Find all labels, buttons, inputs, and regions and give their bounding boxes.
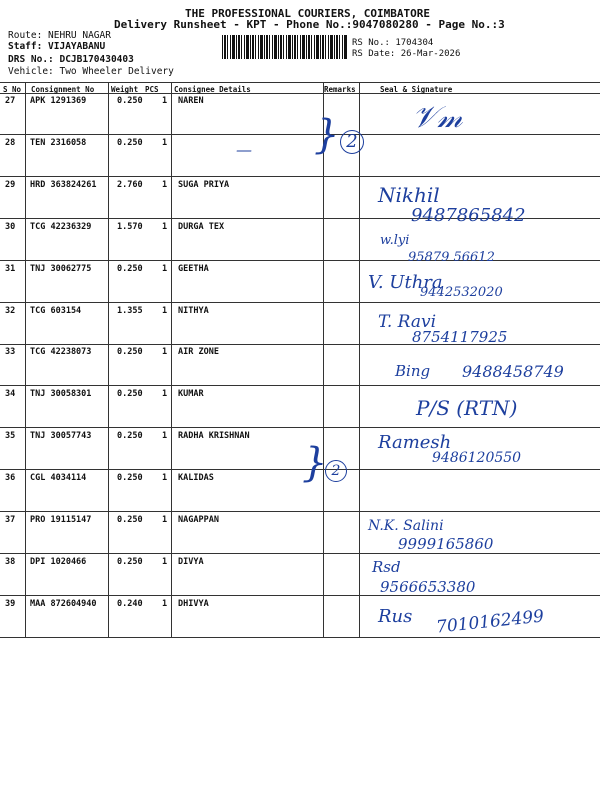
row-rule [0,553,600,554]
cell-pcs: 1 [162,96,168,106]
signature-33: Βing [395,362,431,380]
col-header-seal: Seal & Signature [380,85,453,94]
cell-pcs: 1 [162,180,168,190]
cell-weight: 0.250 [117,347,143,357]
signature-37-name: N.K. Salini [368,518,444,534]
signature-38: Rsd [372,558,401,576]
cell-pcs: 1 [162,431,168,441]
row-rule [0,637,600,638]
cell-weight: 0.250 [117,557,143,567]
signature-27: 𝒱𝓂 [412,100,463,135]
cell-consignment: PRO 19115147 [30,515,92,525]
cell-sno: 33 [5,347,16,357]
col-header-sno: S No [3,85,22,94]
cell-weight: 0.250 [117,389,143,399]
row-rule [0,511,600,512]
signature-38-phone: 9566653380 [380,578,476,596]
company-title: THE PROFESSIONAL COURIERS, COIMBATORE [185,7,431,20]
row-rule [0,260,600,261]
cell-weight: 1.355 [117,306,143,316]
cell-consignment: TNJ 30057743 [30,431,92,441]
col-header-pcs: PCS [145,85,159,94]
cell-pcs: 1 [162,389,168,399]
cell-weight: 2.760 [117,180,143,190]
signature-33-phone: 9488458749 [462,362,564,381]
cell-consignment: TCG 42236329 [30,222,92,232]
cell-pcs: 1 [162,222,168,232]
cell-consignment: TNJ 30058301 [30,389,92,399]
cell-sno: 35 [5,431,16,441]
cell-consignment: MAA 872604940 [30,599,97,609]
cell-pcs: 1 [162,473,168,483]
cell-weight: 1.570 [117,222,143,232]
cell-consignment: DPI 1020466 [30,557,87,567]
cell-weight: 0.250 [117,473,143,483]
cell-consignment: APK 1291369 [30,96,87,106]
signature-32-phone: 8754117925 [412,328,508,346]
cell-consignment: HRD 363824261 [30,180,97,190]
cell-sno: 32 [5,306,16,316]
row-rule [0,344,600,345]
cell-consignee: KUMAR [178,389,204,399]
remark-circled-2: 2 [340,130,364,154]
cell-sno: 30 [5,222,16,232]
cell-weight: 0.250 [117,264,143,274]
cell-sno: 27 [5,96,16,106]
cell-sno: 29 [5,180,16,190]
cell-consignee: NITHYA [178,306,209,316]
cell-weight: 0.250 [117,96,143,106]
signature-35-name: Ramesh [378,432,452,453]
signature-31-name: V. Uthra [368,272,443,293]
col-header-weight: Weight [111,85,139,94]
barcode [222,35,348,59]
rs-number: RS No.: 1704304 [352,38,434,48]
cell-sno: 37 [5,515,16,525]
cell-consignment: TCG 603154 [30,306,82,316]
cell-sno: 28 [5,138,16,148]
drs-label: DRS No.: DCJB170430403 [8,54,134,65]
col-header-consignee: Consignee Details [174,85,251,94]
row-rule [0,302,600,303]
cell-pcs: 1 [162,138,168,148]
signature-32-name: T. Ravi [378,312,437,332]
cell-consignee: DIVYA [178,557,204,567]
cell-consignee: DHIVYA [178,599,209,609]
runsheet-subtitle: Delivery Runsheet - KPT - Phone No.:9047080280 - Page No.:3 [114,18,505,31]
signature-31-phone: 9442532020 [420,285,503,300]
row-rule [0,595,600,596]
cell-consignee: SUGA PRIYA [178,180,230,190]
signature-39: Rus [378,606,413,627]
signature-30-phone: 95879 56612 [408,250,495,265]
col-header-consignment: Consignment No [31,85,95,94]
cell-consignment: TEN 2316058 [30,138,87,148]
cell-pcs: 1 [162,557,168,567]
cell-sno: 31 [5,264,16,274]
signature-39-phone: 7010162499 [435,606,545,638]
row-rule [0,134,600,135]
cell-consignment: TNJ 30062775 [30,264,92,274]
cell-weight: 0.240 [117,599,143,609]
row-rule [0,385,600,386]
cell-weight: 0.250 [117,515,143,525]
signature-30: w.lyi [380,233,410,248]
signature-29-name: Nikhil [378,183,440,207]
cell-consignment: TCG 42238073 [30,347,92,357]
cell-pcs: 1 [162,306,168,316]
signature-37-phone: 9999165860 [398,535,494,553]
remark-brace: } [302,440,328,486]
cell-pcs: 1 [162,347,168,357]
cell-pcs: 1 [162,599,168,609]
col-header-remarks: Remarks [324,85,356,94]
cell-consignee: GEETHA [178,264,209,274]
cell-pcs: 1 [162,264,168,274]
cell-sno: 34 [5,389,16,399]
cell-weight: 0.250 [117,138,143,148]
cell-sno: 38 [5,557,16,567]
signature-35-phone: 9486120550 [432,450,522,466]
cell-consignee: NAGAPPAN [178,515,219,525]
cell-consignee: NAREN [178,96,204,106]
cell-consignee: DURGA TEX [178,222,225,232]
vehicle-label: Vehicle: Two Wheeler Delivery [8,66,174,77]
remark-brace: } [314,112,340,158]
dash-mark: — [236,140,252,159]
table-top-rule [0,82,600,83]
cell-consignee: AIR ZONE [178,347,219,357]
remark-circled-2: 2 [325,460,347,482]
row-rule [0,427,600,428]
staff-label: Staff: VIJAYABANU [8,41,106,52]
row-rule [0,176,600,177]
cell-consignee: RADHA KRISHNAN [178,431,250,441]
row-rule [0,469,600,470]
cell-consignment: CGL 4034114 [30,473,87,483]
route-label: Route: NEHRU NAGAR [8,30,111,41]
cell-consignee: KALIDAS [178,473,214,483]
signature-29-phone: 9487865842 [411,205,526,226]
cell-pcs: 1 [162,515,168,525]
cell-weight: 0.250 [117,431,143,441]
cell-sno: 39 [5,599,16,609]
signature-34-status: P/S (RTN) [416,396,518,420]
rs-date: RS Date: 26-Mar-2026 [352,49,461,59]
cell-sno: 36 [5,473,16,483]
